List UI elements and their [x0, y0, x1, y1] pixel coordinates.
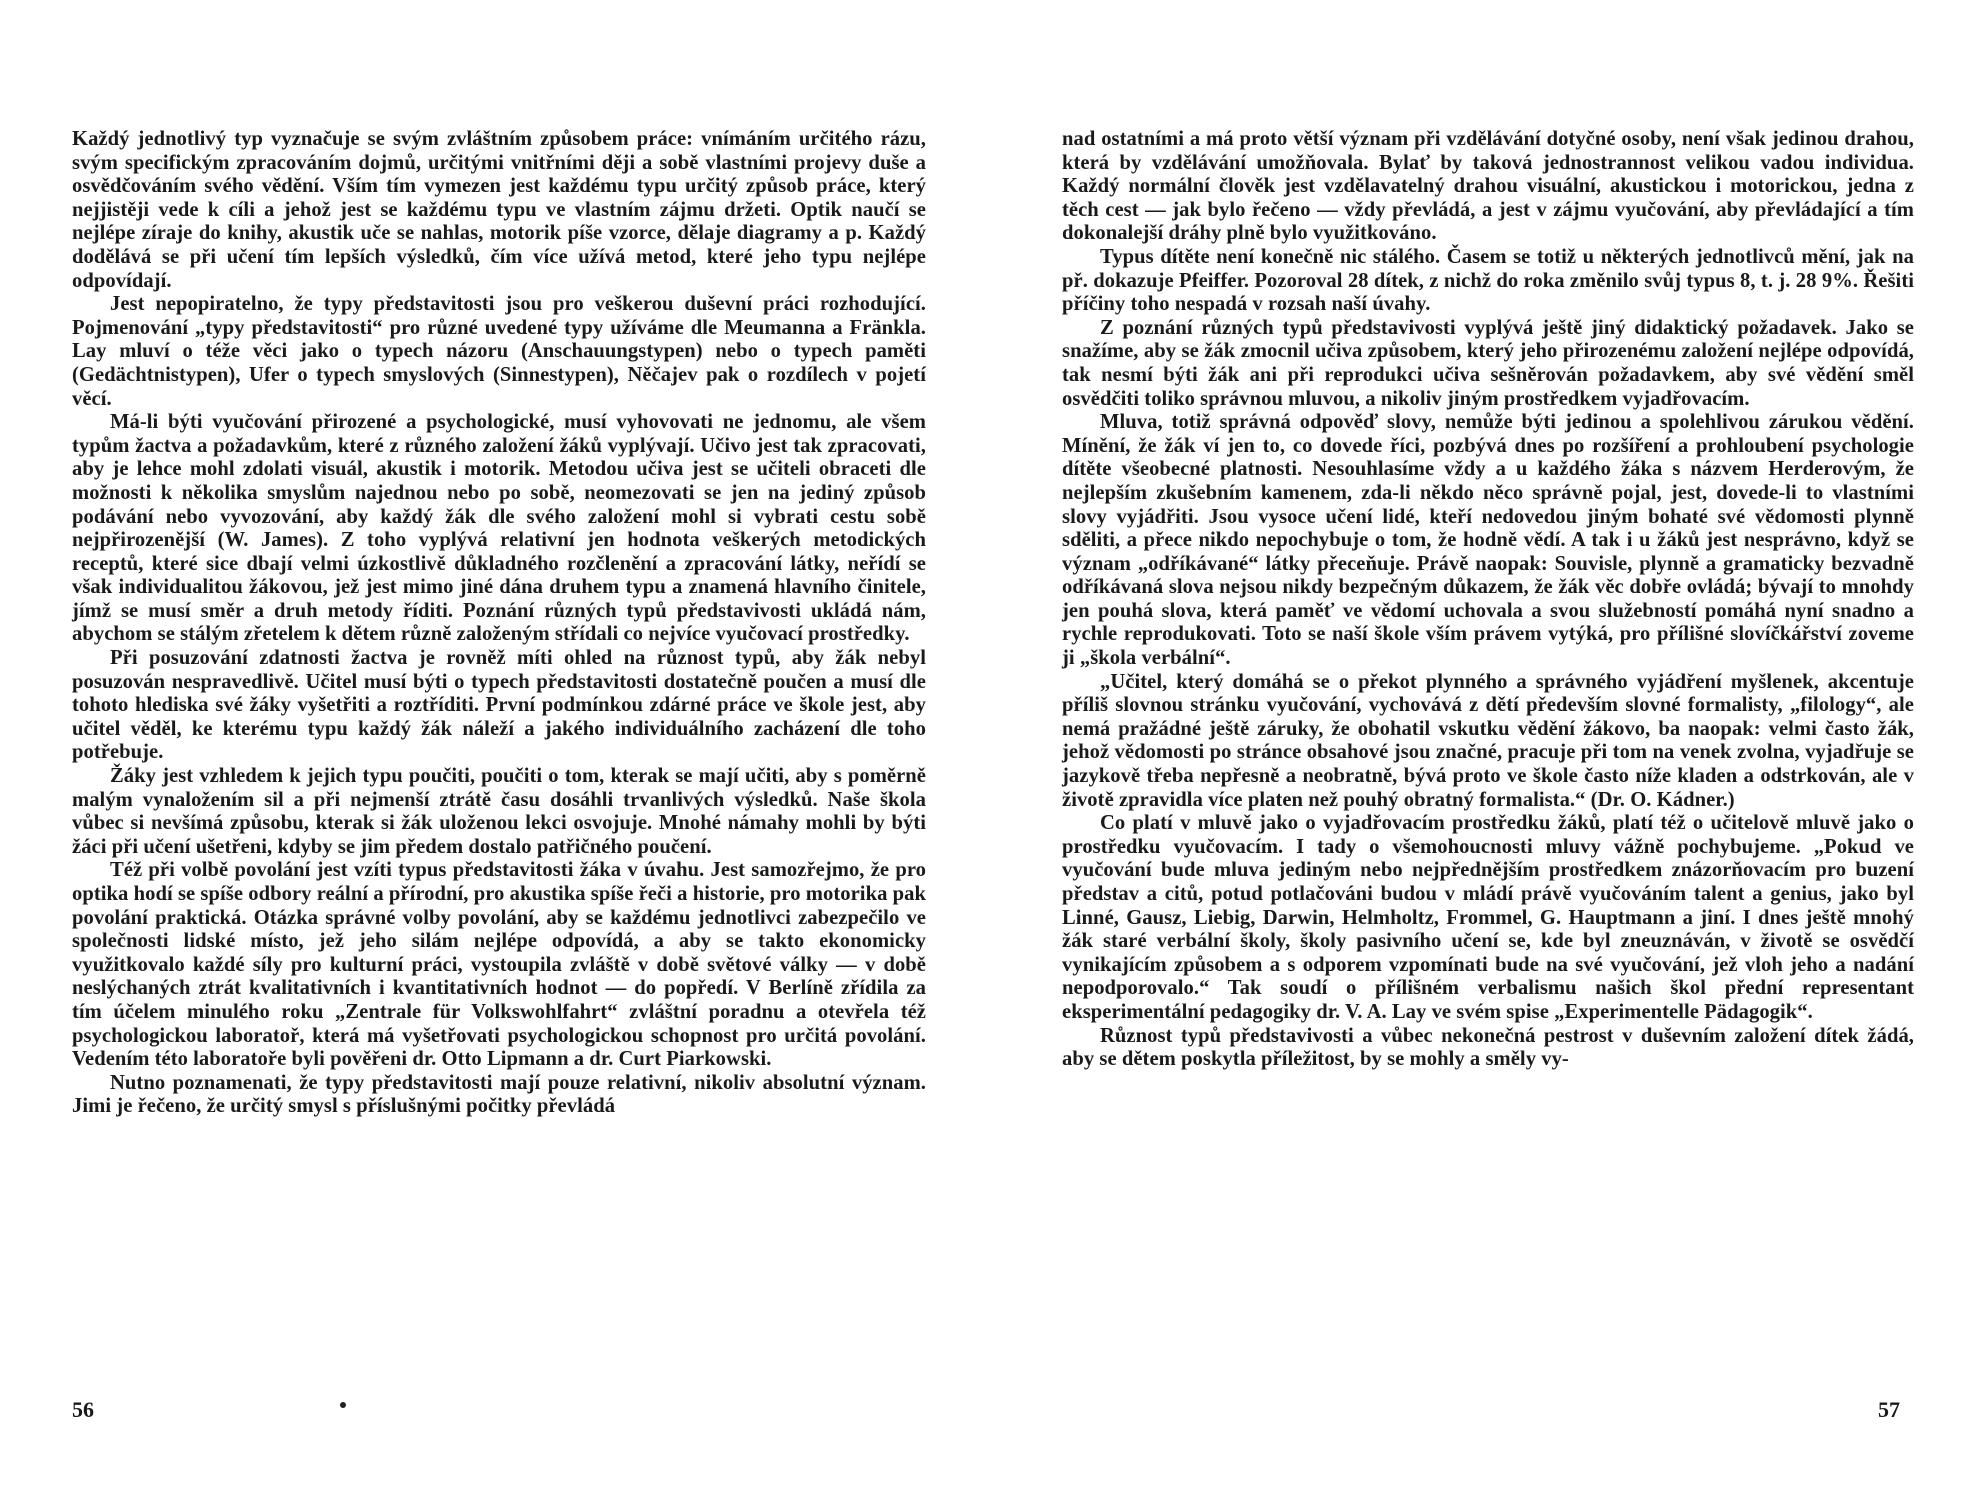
- right-paragraph-4: Mluva, totiž správná odpověď slovy, nemůže býti jedinou a spolehlivou zárukou vědění. Mínění, že žák ví jen to, co dovede říci, pozbývá dnes po rozšíření a prohloubení psychologie dítěte všeobecné platnosti. Nesouhlasíme vždy a u každého žáka s názvem Herderovým, že nejlepším zkušebním kamenem, zda-li někdo něco správně pojal, jest, dovede-li to vlastními slovy vyjádřiti. Jsou vysoce učení lidé, kteří nedovedou jiným bohaté své vědomosti plynně sděliti, a přece nikdo nepochybuje o tom, že hodně vědí. A tak i u žáků jest nesprávno, když se význam „odříkávané“ látky přeceňuje. Právě naopak: Souvisle, plynně a gramaticky bezvadně odříkávaná slova nejsou nikdy bezpečným důkazem, že žák věc dobře ovládá; bývají to mnohdy jen pouhá slova, která paměť ve vědomí uchovala a svou služebností pomáhá nyní snadno a rychle reprodukovati. Toto se naší škole vším právem vytýká, pro přílišné slovíčkářství zoveme ji „škola verbální“.: [1062, 411, 1914, 670]
- right-paragraph-5: „Učitel, který domáhá se o překot plynného a správného vyjádření myšlenek, akcentuje příliš slovnou stránku vyučování, vychovává z dětí především slovné formalisty, „filology“, ale nemá pražádné ještě záruky, že obohatil vskutku vědění žákovo, ba naopak: velmi často žák, jehož vědomosti po stránce obsahové jsou značné, pracuje při tom na venek zvolna, vyjadřuje se jazykově třeba nepřesně a neobratně, bývá proto ve škole často níže kladen a odstrkován, ale v životě zpravidla více platen než pouhý obratný formalista.“ (Dr. O. Kádner.): [1062, 670, 1914, 811]
- left-paragraph-4: Při posuzování zdatnosti žactva je rovněž míti ohled na různost typů, aby žák nebyl posuzován nespravedlivě. Učitel musí býti o typech představitosti dostatečně poučen a musí dle tohoto hlediska své žáky vyšetřiti a roztříditi. První podmínkou zdárné práce ve škole jest, aby učitel věděl, ke kterému typu každý žák náleží a jakého individuálního zacházení dle toho potřebuje.: [72, 647, 926, 764]
- right-paragraph-1: nad ostatními a má proto větší význam při vzdělávání dotyčné osoby, není však jedinou drahou, která by vzdělávání umožňovala. Bylať by taková jednostrannost velikou vadou individua. Každý normální člověk jest vzdělavatelný drahou visuální, akustickou i motorickou, jedna z těch cest — jak bylo řečeno — vždy převládá, a jest v zájmu vyučování, aby převládající a tím dokonalejší dráhy plně bylo využitkováno.: [1062, 128, 1914, 245]
- left-paragraph-6: Též při volbě povolání jest vzíti typus představitosti žáka v úvahu. Jest samozřejmo, že pro optika hodí se spíše odbory reální a přírodní, pro akustika spíše řeči a historie, pro motorika pak povolání praktická. Otázka správné volby povolání, aby se každému jednotlivci zabezpečilo ve společnosti lidské místo, jež jeho silám nejlépe odpovídá, a aby se takto ekonomicky využitkovalo každé síly pro kulturní práci, vystoupila zvláště v době světové války — v době neslýchaných ztrát kvalitativních i kvantitativních hodnot — do popředí. V Berlíně zřídila za tím účelem minulého roku „Zentrale für Volkswohlfahrt“ zvláštní poradnu a otevřela též psychologickou laboratoř, která má vyšetřovati psychologickou schopnost pro určitá povolání. Vedením této laboratoře byli pověřeni dr. Otto Lipmann a dr. Curt Piarkowski.: [72, 859, 926, 1071]
- left-paragraph-7: Nutno poznamenati, že typy představitosti mají pouze relativní, nikoliv absolutní význam. Jimi je řečeno, že určitý smysl s příslušnými počitky převládá: [72, 1071, 926, 1118]
- right-paragraph-3: Z poznání různých typů představivosti vyplývá ještě jiný didaktický požadavek. Jako se snažíme, aby se žák zmocnil učiva způsobem, který jeho přirozenému založení nejlépe odpovídá, tak nesmí býti žák ani při reprodukci učiva sešněrován požadavkem, aby své vědění směl osvědčiti toliko správnou mluvou, a nikoliv jiným prostředkem vyjadřovacím.: [1062, 316, 1914, 410]
- right-paragraph-7: Různost typů představivosti a vůbec nekonečná pestrost v duševním založení dítek žádá, aby se dětem poskytla příležitost, by se mohly a směly vy-: [1062, 1024, 1914, 1071]
- right-page-text: [1062, 128, 1914, 1072]
- left-paragraph-3: Má-li býti vyučování přirozené a psychologické, musí vyhovovati ne jednomu, ale všem typům žactva a požadavkům, které z různého založení žáků vyplývají. Učivo jest tak zpracovati, aby je lehce mohl zdolati visuál, akustik i motorik. Metodou učiva jest se učiteli obraceti dle možnosti k několika smyslům najednou nebo po sobě, neomezovati se jen na jediný způsob podávání nebo vyvozování, aby každý žák dle svého založení mohl si vybrati cestu sobě nejpřirozenější (W. James). Z toho vyplývá relativní jen hodnota veškerých metodických receptů, které sice dbají velmi úzkostlivě důkladného rozčlenění a zpracování látky, neřídí se však individualitou žákovou, jež jest mimo jiné dána druhem typu a znamená hlavního činitele, jímž se musí směr a druh metody říditi. Poznání různých typů představivosti ukládá nám, abychom se stálým zřetelem k dětem různě založeným střídali co nejvíce vyučovací prostředky.: [72, 411, 926, 646]
- left-paragraph-1: Každý jednotlivý typ vyznačuje se svým zvláštním způsobem práce: vnímáním určitého rázu, svým specifickým zpracováním dojmů, určitými vnitřními ději a sobě vlastními projevy duše a osvědčováním svého vědění. Vším tím vymezen jest každému typu určitý způsob práce, který nejjistěji vede k cíli a jehož jest se každému typu ve vlastním zájmu držeti. Optik naučí se nejlépe zíraje do knihy, akustik uče se nahlas, motorik píše vzorce, dělaje diagramy a p. Každý dodělává se při učení tím lepších výsledků, čím více užívá metod, které jeho typu nejlépe odpovídají.: [72, 128, 926, 292]
- page-number-right: 57: [1878, 1397, 1900, 1422]
- left-page-text: [72, 128, 926, 1119]
- page-number-left: 56: [72, 1397, 94, 1422]
- right-paragraph-6: Co platí v mluvě jako o vyjadřovacím prostředku žáků, platí též o učitelově mluvě jako o prostředku vyučovacím. I tady o všemohoucnosti mluvy vážně pochybujeme. „Pokud ve vyučování bude mluva jediným nebo nejpřednějším prostředkem znázorňovacím pro buzení představ a citů, potud potlačováni budou v mládí právě vyučováním talent a genius, jako byl Linné, Gausz, Liebig, Darwin, Helmholtz, Frommel, G. Hauptmann a jiní. I dnes ještě mnohý žák staré verbální školy, školy pasivního učení se, kde byl zneuznáván, v životě se osvědčí vynikajícím způsobem a s odporem vzpomínati bude na své vyučování, jež vloh jeho a nadání nepodporovalo.“ Tak soudí o přílišném verbalismu našich škol přední representant eksperimentální pedagogiky dr. V. A. Lay ve svém spise „Experimentelle Pädagogik“.: [1062, 812, 1914, 1023]
- ink-dot-mark: [340, 1402, 346, 1408]
- left-paragraph-2: Jest nepopiratelno, že typy představitosti jsou pro veškerou duševní práci rozhodující. Pojmenování „typy představitosti“ pro různé uvedené typy užíváme dle Meumanna a Fränkla. Lay mluví o téže věci jako o typech názoru (Anschauungstypen) nebo o typech paměti (Gedächtnistypen), Ufer o typech smyslových (Sinnestypen), Něčajev pak o rozdílech v pojetí věcí.: [72, 293, 926, 410]
- right-paragraph-2: Typus dítěte není konečně nic stálého. Časem se totiž u některých jednotlivců mění, jak na př. dokazuje Pfeiffer. Pozoroval 28 dítek, z nichž do roka změnilo svůj typus 8, t. j. 28 9%. Řešiti příčiny toho nespadá v rozsah naší úvahy.: [1062, 245, 1914, 316]
- left-paragraph-5: Žáky jest vzhledem k jejich typu poučiti, poučiti o tom, kterak se mají učiti, aby s poměrně malým vynaložením sil a při nejmenší ztrátě času dosáhli trvanlivých výsledků. Naše škola vůbec si nevšímá způsobu, kterak si žák uloženou lekci osvojuje. Mnohé námahy mohli by býti žáci při učení ušetřeni, kdyby se jim předem dostalo patřičného poučení.: [72, 765, 926, 858]
